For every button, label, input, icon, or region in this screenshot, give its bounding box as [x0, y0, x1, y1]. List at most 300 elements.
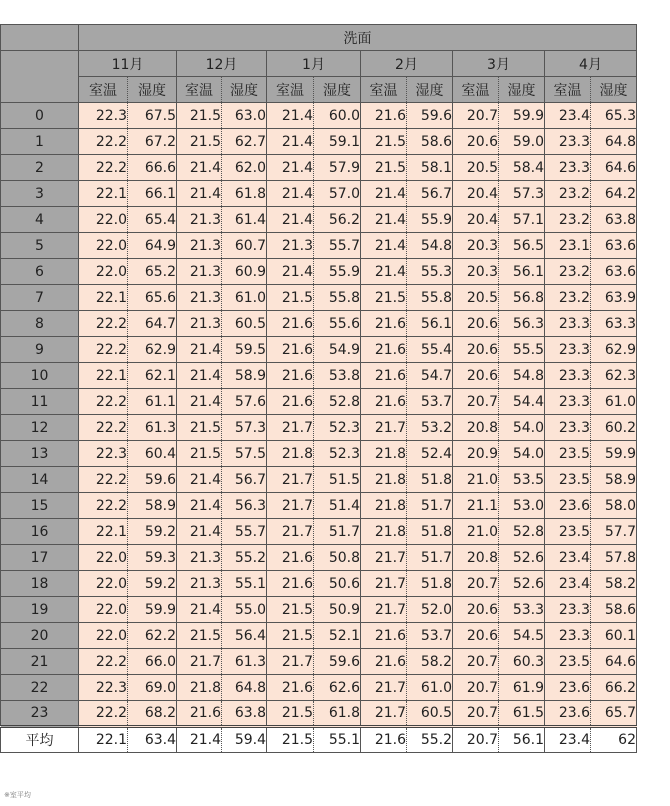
humidity-cell[interactable]: 51.7	[407, 493, 453, 519]
hour-cell[interactable]: 3	[1, 181, 79, 207]
humidity-cell[interactable]: 57.0	[314, 181, 361, 207]
temp-cell[interactable]: 22.2	[79, 337, 128, 363]
hour-cell[interactable]: 23	[1, 701, 79, 727]
temp-cell[interactable]: 22.2	[79, 389, 128, 415]
humidity-cell[interactable]: 62.6	[314, 675, 361, 701]
temp-cell[interactable]: 23.3	[545, 415, 591, 441]
humidity-cell[interactable]: 59.6	[407, 103, 453, 129]
temp-cell[interactable]: 21.6	[361, 623, 407, 649]
humidity-cell[interactable]: 59.9	[128, 597, 177, 623]
temp-cell[interactable]: 21.6	[267, 545, 314, 571]
humidity-cell[interactable]: 50.9	[314, 597, 361, 623]
humidity-cell[interactable]: 57.6	[222, 389, 267, 415]
humidity-cell[interactable]: 58.9	[222, 363, 267, 389]
temp-cell[interactable]: 22.3	[79, 441, 128, 467]
humidity-cell[interactable]: 51.5	[314, 467, 361, 493]
temp-cell[interactable]: 21.6	[361, 337, 407, 363]
humidity-cell[interactable]: 62.2	[128, 623, 177, 649]
humidity-cell[interactable]: 64.9	[128, 233, 177, 259]
temp-cell[interactable]: 22.1	[79, 519, 128, 545]
humidity-cell[interactable]: 59.0	[499, 129, 545, 155]
temp-cell[interactable]: 21.7	[177, 649, 222, 675]
humidity-cell[interactable]: 55.9	[407, 207, 453, 233]
temp-cell[interactable]: 21.7	[267, 649, 314, 675]
humidity-column-header[interactable]: 湿度	[128, 77, 177, 103]
hour-cell[interactable]: 14	[1, 467, 79, 493]
humidity-cell[interactable]: 66.2	[591, 675, 637, 701]
humidity-cell[interactable]: 51.4	[314, 493, 361, 519]
humidity-cell[interactable]: 62.9	[128, 337, 177, 363]
humidity-cell[interactable]: 56.3	[222, 493, 267, 519]
humidity-cell[interactable]: 67.5	[128, 103, 177, 129]
average-temp-cell[interactable]: 21.6	[361, 727, 407, 753]
average-humidity-cell[interactable]: 55.1	[314, 727, 361, 753]
hour-cell[interactable]: 17	[1, 545, 79, 571]
humidity-cell[interactable]: 51.7	[314, 519, 361, 545]
humidity-cell[interactable]: 60.7	[222, 233, 267, 259]
humidity-cell[interactable]: 61.0	[591, 389, 637, 415]
temp-cell[interactable]: 22.2	[79, 415, 128, 441]
humidity-cell[interactable]: 54.4	[499, 389, 545, 415]
humidity-cell[interactable]: 65.7	[591, 701, 637, 727]
temp-cell[interactable]: 21.5	[267, 285, 314, 311]
humidity-cell[interactable]: 60.5	[407, 701, 453, 727]
temp-column-header[interactable]: 室温	[453, 77, 499, 103]
humidity-cell[interactable]: 60.9	[222, 259, 267, 285]
temp-cell[interactable]: 21.7	[267, 519, 314, 545]
temp-cell[interactable]: 21.5	[361, 155, 407, 181]
humidity-cell[interactable]: 57.3	[222, 415, 267, 441]
temp-cell[interactable]: 21.5	[177, 415, 222, 441]
temp-cell[interactable]: 23.3	[545, 155, 591, 181]
temp-cell[interactable]: 22.2	[79, 701, 128, 727]
temp-cell[interactable]: 20.6	[453, 337, 499, 363]
temp-cell[interactable]: 21.8	[177, 675, 222, 701]
temp-cell[interactable]: 21.4	[177, 519, 222, 545]
average-humidity-cell[interactable]: 56.1	[499, 727, 545, 753]
temp-cell[interactable]: 21.5	[267, 597, 314, 623]
temp-cell[interactable]: 21.8	[361, 493, 407, 519]
temp-cell[interactable]: 23.2	[545, 285, 591, 311]
hour-cell[interactable]: 21	[1, 649, 79, 675]
humidity-cell[interactable]: 61.3	[128, 415, 177, 441]
humidity-cell[interactable]: 59.5	[222, 337, 267, 363]
humidity-cell[interactable]: 54.9	[314, 337, 361, 363]
temp-cell[interactable]: 21.3	[177, 233, 222, 259]
humidity-cell[interactable]: 69.0	[128, 675, 177, 701]
temp-cell[interactable]: 21.8	[267, 441, 314, 467]
temp-cell[interactable]: 23.6	[545, 675, 591, 701]
temp-cell[interactable]: 21.5	[177, 623, 222, 649]
hour-cell[interactable]: 20	[1, 623, 79, 649]
hour-cell[interactable]: 8	[1, 311, 79, 337]
temp-cell[interactable]: 21.8	[361, 519, 407, 545]
humidity-cell[interactable]: 61.8	[222, 181, 267, 207]
humidity-cell[interactable]: 55.1	[222, 571, 267, 597]
humidity-cell[interactable]: 58.9	[591, 467, 637, 493]
humidity-cell[interactable]: 62.7	[222, 129, 267, 155]
temp-cell[interactable]: 23.3	[545, 311, 591, 337]
humidity-cell[interactable]: 57.8	[591, 545, 637, 571]
temp-cell[interactable]: 20.6	[453, 597, 499, 623]
humidity-cell[interactable]: 52.8	[499, 519, 545, 545]
humidity-cell[interactable]: 52.3	[314, 415, 361, 441]
humidity-cell[interactable]: 61.0	[222, 285, 267, 311]
average-label[interactable]: 平均	[1, 727, 79, 753]
temp-cell[interactable]: 21.3	[267, 233, 314, 259]
humidity-cell[interactable]: 56.7	[222, 467, 267, 493]
humidity-cell[interactable]: 65.2	[128, 259, 177, 285]
humidity-column-header[interactable]: 湿度	[407, 77, 453, 103]
humidity-cell[interactable]: 58.0	[591, 493, 637, 519]
temp-cell[interactable]: 20.4	[453, 181, 499, 207]
temp-cell[interactable]: 21.4	[177, 389, 222, 415]
hour-cell[interactable]: 12	[1, 415, 79, 441]
humidity-cell[interactable]: 55.8	[407, 285, 453, 311]
humidity-cell[interactable]: 63.0	[222, 103, 267, 129]
temp-cell[interactable]: 21.5	[361, 129, 407, 155]
temp-cell[interactable]: 22.0	[79, 571, 128, 597]
temp-cell[interactable]: 22.0	[79, 259, 128, 285]
temp-cell[interactable]: 21.6	[361, 389, 407, 415]
temp-cell[interactable]: 21.6	[361, 363, 407, 389]
temp-column-header[interactable]: 室温	[79, 77, 128, 103]
humidity-cell[interactable]: 67.2	[128, 129, 177, 155]
hour-cell[interactable]: 7	[1, 285, 79, 311]
humidity-cell[interactable]: 64.2	[591, 181, 637, 207]
average-humidity-cell[interactable]: 63.4	[128, 727, 177, 753]
temp-cell[interactable]: 21.3	[177, 545, 222, 571]
humidity-cell[interactable]: 63.9	[591, 285, 637, 311]
temp-column-header[interactable]: 室温	[545, 77, 591, 103]
temp-cell[interactable]: 21.4	[267, 155, 314, 181]
temp-cell[interactable]: 22.0	[79, 623, 128, 649]
humidity-cell[interactable]: 66.1	[128, 181, 177, 207]
humidity-cell[interactable]: 61.1	[128, 389, 177, 415]
hour-cell[interactable]: 22	[1, 675, 79, 701]
temp-cell[interactable]: 23.3	[545, 623, 591, 649]
temp-cell[interactable]: 21.7	[267, 493, 314, 519]
average-temp-cell[interactable]: 23.4	[545, 727, 591, 753]
hour-cell[interactable]: 4	[1, 207, 79, 233]
humidity-cell[interactable]: 52.1	[314, 623, 361, 649]
humidity-cell[interactable]: 52.6	[499, 571, 545, 597]
humidity-cell[interactable]: 58.9	[128, 493, 177, 519]
humidity-cell[interactable]: 64.7	[128, 311, 177, 337]
humidity-column-header[interactable]: 湿度	[314, 77, 361, 103]
humidity-cell[interactable]: 61.3	[222, 649, 267, 675]
temp-cell[interactable]: 20.7	[453, 389, 499, 415]
temp-cell[interactable]: 21.1	[453, 493, 499, 519]
humidity-cell[interactable]: 68.2	[128, 701, 177, 727]
temp-cell[interactable]: 20.7	[453, 675, 499, 701]
average-humidity-cell[interactable]: 59.4	[222, 727, 267, 753]
humidity-cell[interactable]: 57.9	[314, 155, 361, 181]
humidity-cell[interactable]: 51.8	[407, 571, 453, 597]
temp-cell[interactable]: 22.2	[79, 155, 128, 181]
humidity-cell[interactable]: 60.4	[128, 441, 177, 467]
average-temp-cell[interactable]: 22.1	[79, 727, 128, 753]
temp-cell[interactable]: 20.7	[453, 103, 499, 129]
average-temp-cell[interactable]: 21.4	[177, 727, 222, 753]
temp-cell[interactable]: 21.3	[177, 285, 222, 311]
temp-cell[interactable]: 20.6	[453, 623, 499, 649]
humidity-cell[interactable]: 60.5	[222, 311, 267, 337]
temp-cell[interactable]: 23.3	[545, 363, 591, 389]
humidity-cell[interactable]: 63.6	[591, 259, 637, 285]
humidity-cell[interactable]: 56.7	[407, 181, 453, 207]
humidity-cell[interactable]: 55.5	[499, 337, 545, 363]
temp-cell[interactable]: 21.7	[361, 545, 407, 571]
temp-cell[interactable]: 21.6	[361, 311, 407, 337]
temp-cell[interactable]: 20.5	[453, 285, 499, 311]
temp-cell[interactable]: 20.5	[453, 155, 499, 181]
temp-cell[interactable]: 23.4	[545, 103, 591, 129]
humidity-column-header[interactable]: 湿度	[222, 77, 267, 103]
humidity-cell[interactable]: 57.7	[591, 519, 637, 545]
temp-cell[interactable]: 21.6	[267, 571, 314, 597]
temp-cell[interactable]: 21.4	[267, 129, 314, 155]
temp-cell[interactable]: 20.6	[453, 129, 499, 155]
month-header[interactable]: 2月	[361, 51, 453, 77]
humidity-cell[interactable]: 58.1	[407, 155, 453, 181]
temp-cell[interactable]: 20.7	[453, 701, 499, 727]
humidity-cell[interactable]: 55.4	[407, 337, 453, 363]
temp-cell[interactable]: 20.4	[453, 207, 499, 233]
temp-cell[interactable]: 20.8	[453, 415, 499, 441]
temp-cell[interactable]: 23.5	[545, 519, 591, 545]
humidity-cell[interactable]: 59.2	[128, 519, 177, 545]
temp-cell[interactable]: 21.4	[361, 207, 407, 233]
humidity-cell[interactable]: 55.2	[222, 545, 267, 571]
humidity-cell[interactable]: 58.6	[407, 129, 453, 155]
row-header-corner[interactable]	[1, 51, 79, 103]
hour-cell[interactable]: 2	[1, 155, 79, 181]
humidity-cell[interactable]: 51.8	[407, 519, 453, 545]
humidity-cell[interactable]: 60.2	[591, 415, 637, 441]
temp-column-header[interactable]: 室温	[361, 77, 407, 103]
temp-cell[interactable]: 22.2	[79, 311, 128, 337]
temp-cell[interactable]: 22.0	[79, 233, 128, 259]
hour-cell[interactable]: 0	[1, 103, 79, 129]
humidity-cell[interactable]: 51.8	[407, 467, 453, 493]
humidity-cell[interactable]: 54.5	[499, 623, 545, 649]
temp-cell[interactable]: 22.0	[79, 545, 128, 571]
humidity-cell[interactable]: 58.2	[407, 649, 453, 675]
temp-cell[interactable]: 21.4	[177, 337, 222, 363]
temp-cell[interactable]: 21.3	[177, 571, 222, 597]
temp-cell[interactable]: 23.5	[545, 467, 591, 493]
temp-cell[interactable]: 21.3	[177, 311, 222, 337]
humidity-cell[interactable]: 61.4	[222, 207, 267, 233]
humidity-cell[interactable]: 65.4	[128, 207, 177, 233]
humidity-cell[interactable]: 64.6	[591, 649, 637, 675]
hour-cell[interactable]: 9	[1, 337, 79, 363]
temp-cell[interactable]: 20.7	[453, 649, 499, 675]
temp-cell[interactable]: 21.4	[177, 493, 222, 519]
sheet-title[interactable]: 洗面	[79, 25, 637, 51]
humidity-cell[interactable]: 59.3	[128, 545, 177, 571]
temp-cell[interactable]: 21.6	[267, 675, 314, 701]
temp-cell[interactable]: 23.5	[545, 441, 591, 467]
temp-cell[interactable]: 21.6	[267, 363, 314, 389]
humidity-column-header[interactable]: 湿度	[591, 77, 637, 103]
humidity-cell[interactable]: 53.8	[314, 363, 361, 389]
temp-cell[interactable]: 21.4	[361, 259, 407, 285]
temp-cell[interactable]: 21.5	[177, 441, 222, 467]
temp-cell[interactable]: 23.6	[545, 493, 591, 519]
temp-cell[interactable]: 21.5	[361, 285, 407, 311]
temp-cell[interactable]: 21.6	[267, 311, 314, 337]
month-header[interactable]: 11月	[79, 51, 177, 77]
humidity-cell[interactable]: 50.6	[314, 571, 361, 597]
humidity-cell[interactable]: 53.2	[407, 415, 453, 441]
temp-cell[interactable]: 21.5	[177, 103, 222, 129]
hour-cell[interactable]: 5	[1, 233, 79, 259]
humidity-cell[interactable]: 54.8	[407, 233, 453, 259]
hour-cell[interactable]: 1	[1, 129, 79, 155]
humidity-cell[interactable]: 53.3	[499, 597, 545, 623]
temp-cell[interactable]: 21.7	[361, 597, 407, 623]
temp-cell[interactable]: 22.1	[79, 181, 128, 207]
temp-column-header[interactable]: 室温	[177, 77, 222, 103]
hour-cell[interactable]: 10	[1, 363, 79, 389]
temp-cell[interactable]: 22.2	[79, 129, 128, 155]
temp-cell[interactable]: 21.4	[361, 181, 407, 207]
temp-cell[interactable]: 21.8	[361, 467, 407, 493]
humidity-cell[interactable]: 52.4	[407, 441, 453, 467]
humidity-cell[interactable]: 60.3	[499, 649, 545, 675]
humidity-cell[interactable]: 61.8	[314, 701, 361, 727]
temp-cell[interactable]: 21.4	[177, 467, 222, 493]
humidity-cell[interactable]: 52.6	[499, 545, 545, 571]
hour-cell[interactable]: 13	[1, 441, 79, 467]
temp-cell[interactable]: 21.4	[177, 155, 222, 181]
humidity-cell[interactable]: 53.0	[499, 493, 545, 519]
humidity-cell[interactable]: 54.0	[499, 441, 545, 467]
humidity-cell[interactable]: 56.8	[499, 285, 545, 311]
humidity-cell[interactable]: 62.3	[591, 363, 637, 389]
temp-cell[interactable]: 20.8	[453, 545, 499, 571]
humidity-cell[interactable]: 51.7	[407, 545, 453, 571]
corner-cell[interactable]	[1, 25, 79, 51]
average-temp-cell[interactable]: 20.7	[453, 727, 499, 753]
temp-cell[interactable]: 21.6	[361, 649, 407, 675]
temp-cell[interactable]: 21.4	[177, 181, 222, 207]
humidity-cell[interactable]: 55.7	[222, 519, 267, 545]
humidity-cell[interactable]: 56.4	[222, 623, 267, 649]
humidity-cell[interactable]: 56.3	[499, 311, 545, 337]
temp-cell[interactable]: 21.8	[361, 441, 407, 467]
humidity-cell[interactable]: 61.0	[407, 675, 453, 701]
temp-cell[interactable]: 21.0	[453, 519, 499, 545]
humidity-cell[interactable]: 55.0	[222, 597, 267, 623]
humidity-cell[interactable]: 53.7	[407, 623, 453, 649]
temp-cell[interactable]: 22.2	[79, 493, 128, 519]
humidity-cell[interactable]: 54.7	[407, 363, 453, 389]
humidity-cell[interactable]: 66.0	[128, 649, 177, 675]
humidity-cell[interactable]: 64.8	[222, 675, 267, 701]
temp-column-header[interactable]: 室温	[267, 77, 314, 103]
temp-cell[interactable]: 20.7	[453, 571, 499, 597]
humidity-cell[interactable]: 52.0	[407, 597, 453, 623]
temp-cell[interactable]: 22.1	[79, 363, 128, 389]
humidity-cell[interactable]: 57.5	[222, 441, 267, 467]
temp-cell[interactable]: 23.4	[545, 571, 591, 597]
temp-cell[interactable]: 23.2	[545, 207, 591, 233]
humidity-cell[interactable]: 54.0	[499, 415, 545, 441]
temp-cell[interactable]: 22.2	[79, 649, 128, 675]
temp-cell[interactable]: 23.2	[545, 181, 591, 207]
humidity-cell[interactable]: 60.0	[314, 103, 361, 129]
temp-cell[interactable]: 21.4	[267, 103, 314, 129]
temp-cell[interactable]: 21.4	[267, 207, 314, 233]
humidity-cell[interactable]: 61.9	[499, 675, 545, 701]
temp-cell[interactable]: 23.4	[545, 545, 591, 571]
temp-cell[interactable]: 20.3	[453, 233, 499, 259]
temp-cell[interactable]: 21.6	[267, 337, 314, 363]
temp-cell[interactable]: 21.7	[361, 571, 407, 597]
hour-cell[interactable]: 6	[1, 259, 79, 285]
humidity-cell[interactable]: 58.6	[591, 597, 637, 623]
temp-cell[interactable]: 20.6	[453, 363, 499, 389]
humidity-cell[interactable]: 55.8	[314, 285, 361, 311]
average-humidity-cell[interactable]: 55.2	[407, 727, 453, 753]
temp-cell[interactable]: 22.3	[79, 103, 128, 129]
temp-cell[interactable]: 22.0	[79, 597, 128, 623]
humidity-cell[interactable]: 56.1	[499, 259, 545, 285]
month-header[interactable]: 4月	[545, 51, 637, 77]
hour-cell[interactable]: 16	[1, 519, 79, 545]
humidity-cell[interactable]: 58.4	[499, 155, 545, 181]
month-header[interactable]: 3月	[453, 51, 545, 77]
humidity-cell[interactable]: 58.2	[591, 571, 637, 597]
humidity-cell[interactable]: 59.2	[128, 571, 177, 597]
temp-cell[interactable]: 21.4	[177, 363, 222, 389]
temp-cell[interactable]: 21.4	[267, 259, 314, 285]
humidity-cell[interactable]: 66.6	[128, 155, 177, 181]
humidity-cell[interactable]: 52.3	[314, 441, 361, 467]
temp-cell[interactable]: 20.9	[453, 441, 499, 467]
average-humidity-cell[interactable]: 62	[591, 727, 637, 753]
hour-cell[interactable]: 18	[1, 571, 79, 597]
temp-cell[interactable]: 21.5	[267, 623, 314, 649]
hour-cell[interactable]: 11	[1, 389, 79, 415]
humidity-cell[interactable]: 57.3	[499, 181, 545, 207]
humidity-cell[interactable]: 63.3	[591, 311, 637, 337]
temp-cell[interactable]: 21.6	[267, 389, 314, 415]
temp-cell[interactable]: 23.1	[545, 233, 591, 259]
humidity-cell[interactable]: 52.8	[314, 389, 361, 415]
temp-cell[interactable]: 22.2	[79, 467, 128, 493]
humidity-cell[interactable]: 65.6	[128, 285, 177, 311]
humidity-cell[interactable]: 59.6	[128, 467, 177, 493]
humidity-cell[interactable]: 50.8	[314, 545, 361, 571]
humidity-cell[interactable]: 64.8	[591, 129, 637, 155]
month-header[interactable]: 12月	[177, 51, 267, 77]
temp-cell[interactable]: 21.7	[267, 467, 314, 493]
month-header[interactable]: 1月	[267, 51, 361, 77]
temp-cell[interactable]: 21.7	[361, 415, 407, 441]
humidity-cell[interactable]: 62.1	[128, 363, 177, 389]
temp-cell[interactable]: 23.6	[545, 701, 591, 727]
humidity-column-header[interactable]: 湿度	[499, 77, 545, 103]
temp-cell[interactable]: 22.3	[79, 675, 128, 701]
humidity-cell[interactable]: 56.2	[314, 207, 361, 233]
temp-cell[interactable]: 23.3	[545, 337, 591, 363]
temp-cell[interactable]: 21.4	[177, 597, 222, 623]
humidity-cell[interactable]: 56.5	[499, 233, 545, 259]
